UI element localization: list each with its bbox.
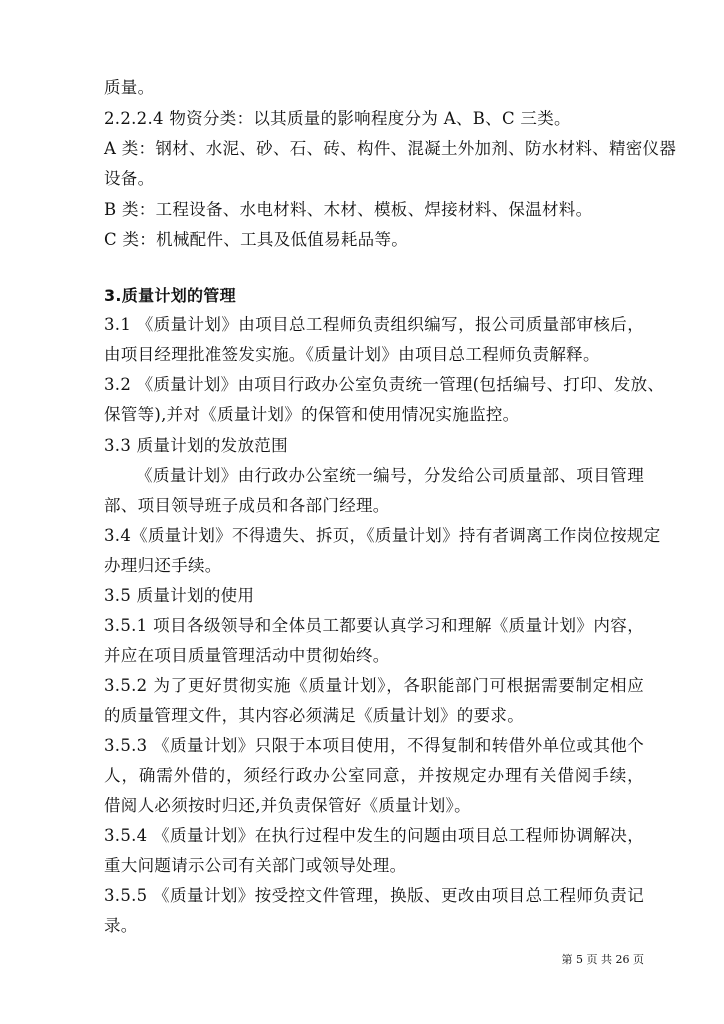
text-line: 并应在项目质量管理活动中贯彻始终。 [104, 646, 390, 665]
text-line: 3.5.5 《质量计划》按受控文件管理，换版、更改由项目总工程师负责记 [104, 886, 644, 905]
text-line: 3.4《质量计划》不得遗失、拆页，《质量计划》持有者调离工作岗位按规定 [104, 526, 661, 545]
text-line: B 类：工程设备、水电材料、木材、模板、焊接材料、保温材料。 [104, 200, 593, 219]
text-line: 借阅人必须按时归还,并负责保管好《质量计划》。 [104, 796, 471, 815]
text-line: C 类：机械配件、工具及低值易耗品等。 [104, 230, 409, 249]
text-line: 3.5.4 《质量计划》在执行过程中发生的问题由项目总工程师协调解决， [104, 826, 644, 845]
subsection-heading: 3.5 质量计划的使用 [104, 586, 255, 605]
text-line: 录。 [104, 916, 138, 935]
page-number-footer: 第 5 页 共 26 页 [561, 953, 644, 966]
section-heading: 3.质量计划的管理 [104, 286, 236, 305]
subsection-heading: 3.3 质量计划的发放范围 [104, 436, 288, 455]
text-line: 重大问题请示公司有关部门或领导处理。 [104, 856, 407, 875]
text-line: A 类：钢材、水泥、砂、石、砖、构件、混凝土外加剂、防水材料、精密仪器 [104, 139, 677, 158]
text-line: 3.1 《质量计划》由项目总工程师负责组织编写，报公司质量部审核后， [104, 315, 644, 334]
text-line: 3.5.3 《质量计划》只限于本项目使用，不得复制和转借外单位或其他个 [104, 736, 644, 755]
text-line: 的质量管理文件，其内容必须满足《质量计划》的要求。 [104, 706, 524, 725]
text-line: 3.5.1 项目各级领导和全体员工都要认真学习和理解《质量计划》内容， [104, 616, 644, 635]
text-line: 部、项目领导班子成员和各部门经理。 [104, 496, 390, 515]
text-line: 设备。 [104, 169, 155, 188]
text-line: 人，确需外借的，须经行政办公室同意，并按规定办理有关借阅手续， [104, 766, 644, 785]
text-line: 3.5.2 为了更好贯彻实施《质量计划》，各职能部门可根据需要制定相应 [104, 676, 644, 695]
text-line: 《质量计划》由行政办公室统一编号，分发给公司质量部、项目管理 [136, 466, 644, 485]
text-line: 质量。 [104, 78, 155, 97]
text-line: 3.2 《质量计划》由项目行政办公室负责统一管理(包括编号、打印、发放、 [104, 375, 665, 394]
text-line: 保管等),并对《质量计划》的保管和使用情况实施监控。 [104, 405, 520, 424]
text-line: 由项目经理批准签发实施。《质量计划》由项目总工程师负责解释。 [104, 345, 600, 364]
text-line: 办理归还手续。 [104, 556, 222, 575]
text-line: 2.2.2.4 物资分类：以其质量的影响程度分为 A、B、C 三类。 [104, 109, 571, 128]
